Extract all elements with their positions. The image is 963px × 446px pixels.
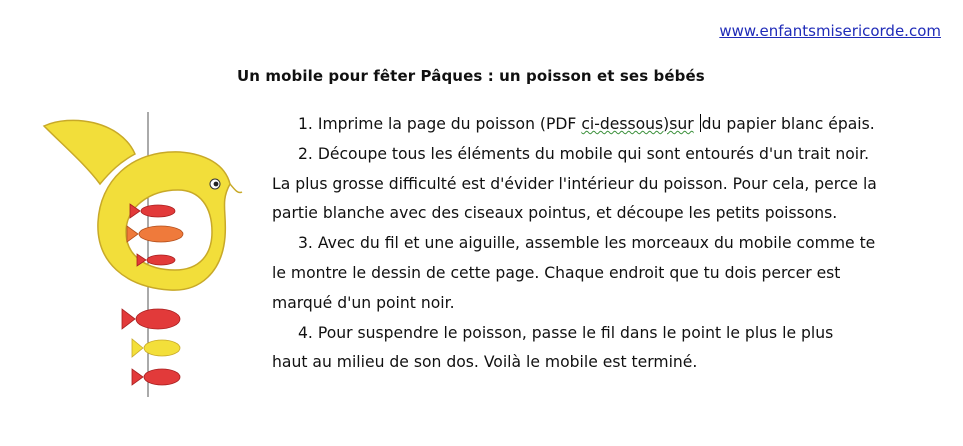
step-1 [272, 110, 952, 140]
step-4-line-2: haut au milieu de son dos. Voilà le mobile est terminé. [272, 353, 698, 372]
spellcheck-underlined-text: ci-dessous)sur [581, 115, 694, 133]
step-2-line-2: La plus grosse difficulté est d'évider l'intérieur du poisson. Pour cela, perce la [272, 174, 877, 193]
step-3-line-2: le montre le dessin de cette page. Chaque endroit que tu dois percer est [272, 263, 841, 282]
step-4 [272, 319, 952, 349]
step-3-line-3: marqué d'un point noir. [272, 293, 455, 312]
step-text: Imprime la page du poisson (PDF [317, 115, 582, 133]
step-text: Avec du fil et une aiguille, assemble les morceaux du mobile comme te [317, 234, 876, 253]
hanging-fish-red [122, 309, 180, 329]
step-number: 3. [298, 234, 313, 253]
step-text: Pour suspendre le poisson, passe le fil dans le point le plus le plus [317, 323, 834, 342]
step-2-line-3: partie blanche avec des ciseaux pointus, et découpe les petits poissons. [272, 204, 838, 223]
fish-mobile-illustration [30, 112, 260, 402]
text-cursor [700, 114, 701, 132]
step-text: du papier blanc épais. [701, 115, 875, 133]
hanging-fish-red-small [132, 369, 180, 385]
step-number: 2. [298, 144, 313, 163]
step-number: 1. [298, 115, 313, 133]
page-title: Un mobile pour fêter Pâques : un poisson et ses bébés [237, 67, 705, 85]
step-text: Découpe tous les éléments du mobile qui sont entourés d'un trait noir. [317, 144, 870, 163]
step-3 [272, 229, 952, 259]
step-2 [272, 140, 952, 170]
site-link[interactable]: www.enfantsmisericorde.com [719, 22, 941, 40]
step-number: 4. [298, 323, 313, 342]
hanging-fish-yellow [132, 339, 180, 357]
big-fish [44, 120, 242, 290]
instructions [272, 110, 952, 378]
small-fish-orange [127, 226, 183, 242]
